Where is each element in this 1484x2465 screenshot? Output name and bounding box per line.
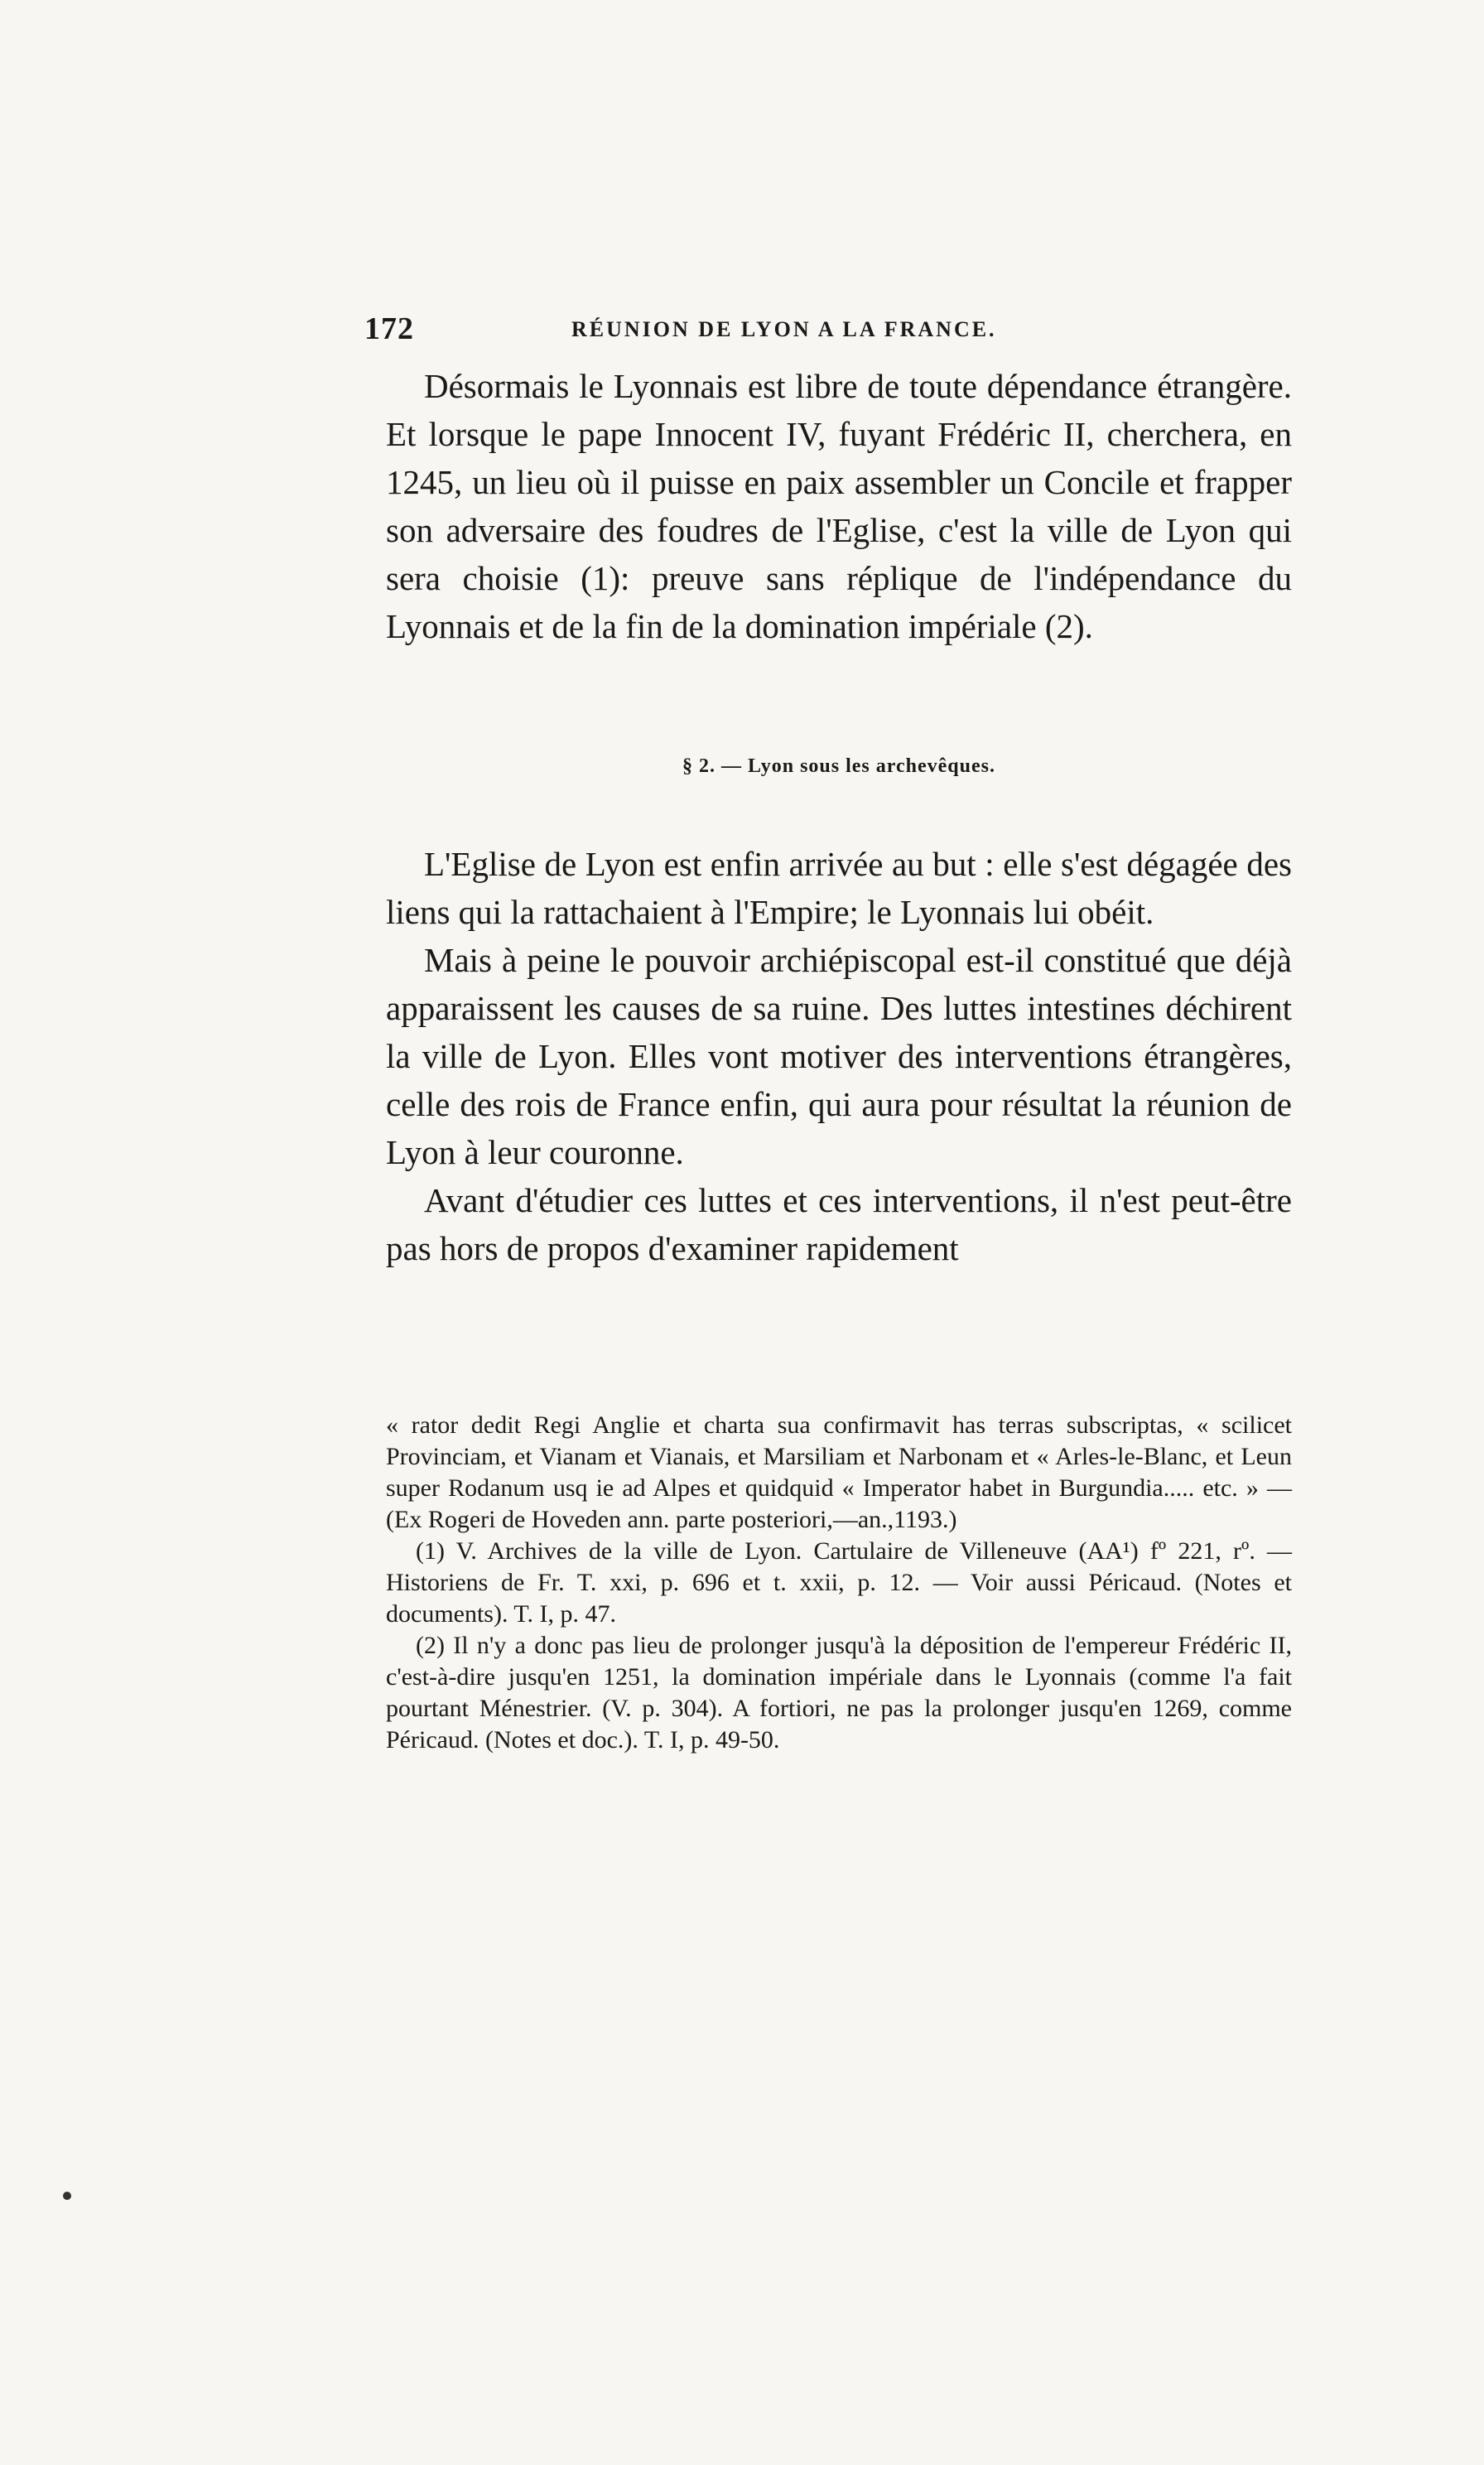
page-number: 172 <box>364 311 414 346</box>
paragraph-4: Avant d'étudier ces luttes et ces interventions, il n'est peut-être pas hors de propos d'examiner rapidement <box>386 1181 1292 1267</box>
section-heading: § 2. — Lyon sous les archevêques. <box>682 755 995 777</box>
paragraph-2: L'Eglise de Lyon est enfin arrivée au but : elle s'est dégagée des liens qui la rattachaient à l'Empire; le Lyonnais lui obéit. <box>386 845 1292 931</box>
paragraph-3: Mais à peine le pouvoir archiépiscopal est-il constitué que déjà apparaissent les causes de sa ruine. Des luttes intestines déchirent la ville de Lyon. Elles vont motiver des interventions étrangères, celle des rois de France enfin, qui aura pour résultat la réunion de Lyon à leur couronne. <box>386 941 1292 1171</box>
footnote-quote: « rator dedit Regi Anglie et charta sua confirmavit has terras subscriptas, « scilicet Provinciam, et Vianam et Vianais, et Marsiliam et Narbonam et « Arles-le-Blanc, et Leun super Rodanum usq ie ad Alpes et quidquid « Imperator habet in Burgundia..... etc. » — (Ex Rogeri de Hoveden ann. parte posteriori,—an.,1193.) <box>386 1411 1292 1533</box>
footnotes <box>386 1410 1292 1756</box>
ink-speck <box>63 2192 71 2200</box>
section-body <box>386 840 1292 1272</box>
footnote-2: (2) Il n'y a donc pas lieu de prolonger jusqu'à la déposition de l'empereur Frédéric II, c'est-à-dire jusqu'en 1251, la domination impériale dans le Lyonnais (comme l'a fait pourtant Ménestrier. (V. p. 304). A fortiori, ne pas la prolonger jusqu'en 1269, comme Péricaud. (Notes et doc.). T. I, p. 49-50. <box>386 1632 1292 1753</box>
paragraph-1: Désormais le Lyonnais est libre de toute dépendance étrangère. Et lorsque le pape Innocent IV, fuyant Frédéric II, cherchera, en 1245, un lieu où il puisse en paix assembler un Concile et frapper son adversaire des foudres de l'Eglise, c'est la ville de Lyon qui sera choisie (1): preuve sans réplique de l'indépendance du Lyonnais et de la fin de la domination impériale (2). <box>386 367 1292 645</box>
footnote-1: (1) V. Archives de la ville de Lyon. Cartulaire de Villeneuve (AA¹) fº 221, rº. — Historiens de Fr. T. xxi, p. 696 et t. xxii, p. 12. — Voir aussi Péricaud. (Notes et documents). T. I, p. 47. <box>386 1537 1292 1628</box>
running-title: RÉUNION DE LYON A LA FRANCE. <box>571 317 997 341</box>
paragraph-1-block <box>386 362 1292 650</box>
page-header <box>364 311 1308 352</box>
